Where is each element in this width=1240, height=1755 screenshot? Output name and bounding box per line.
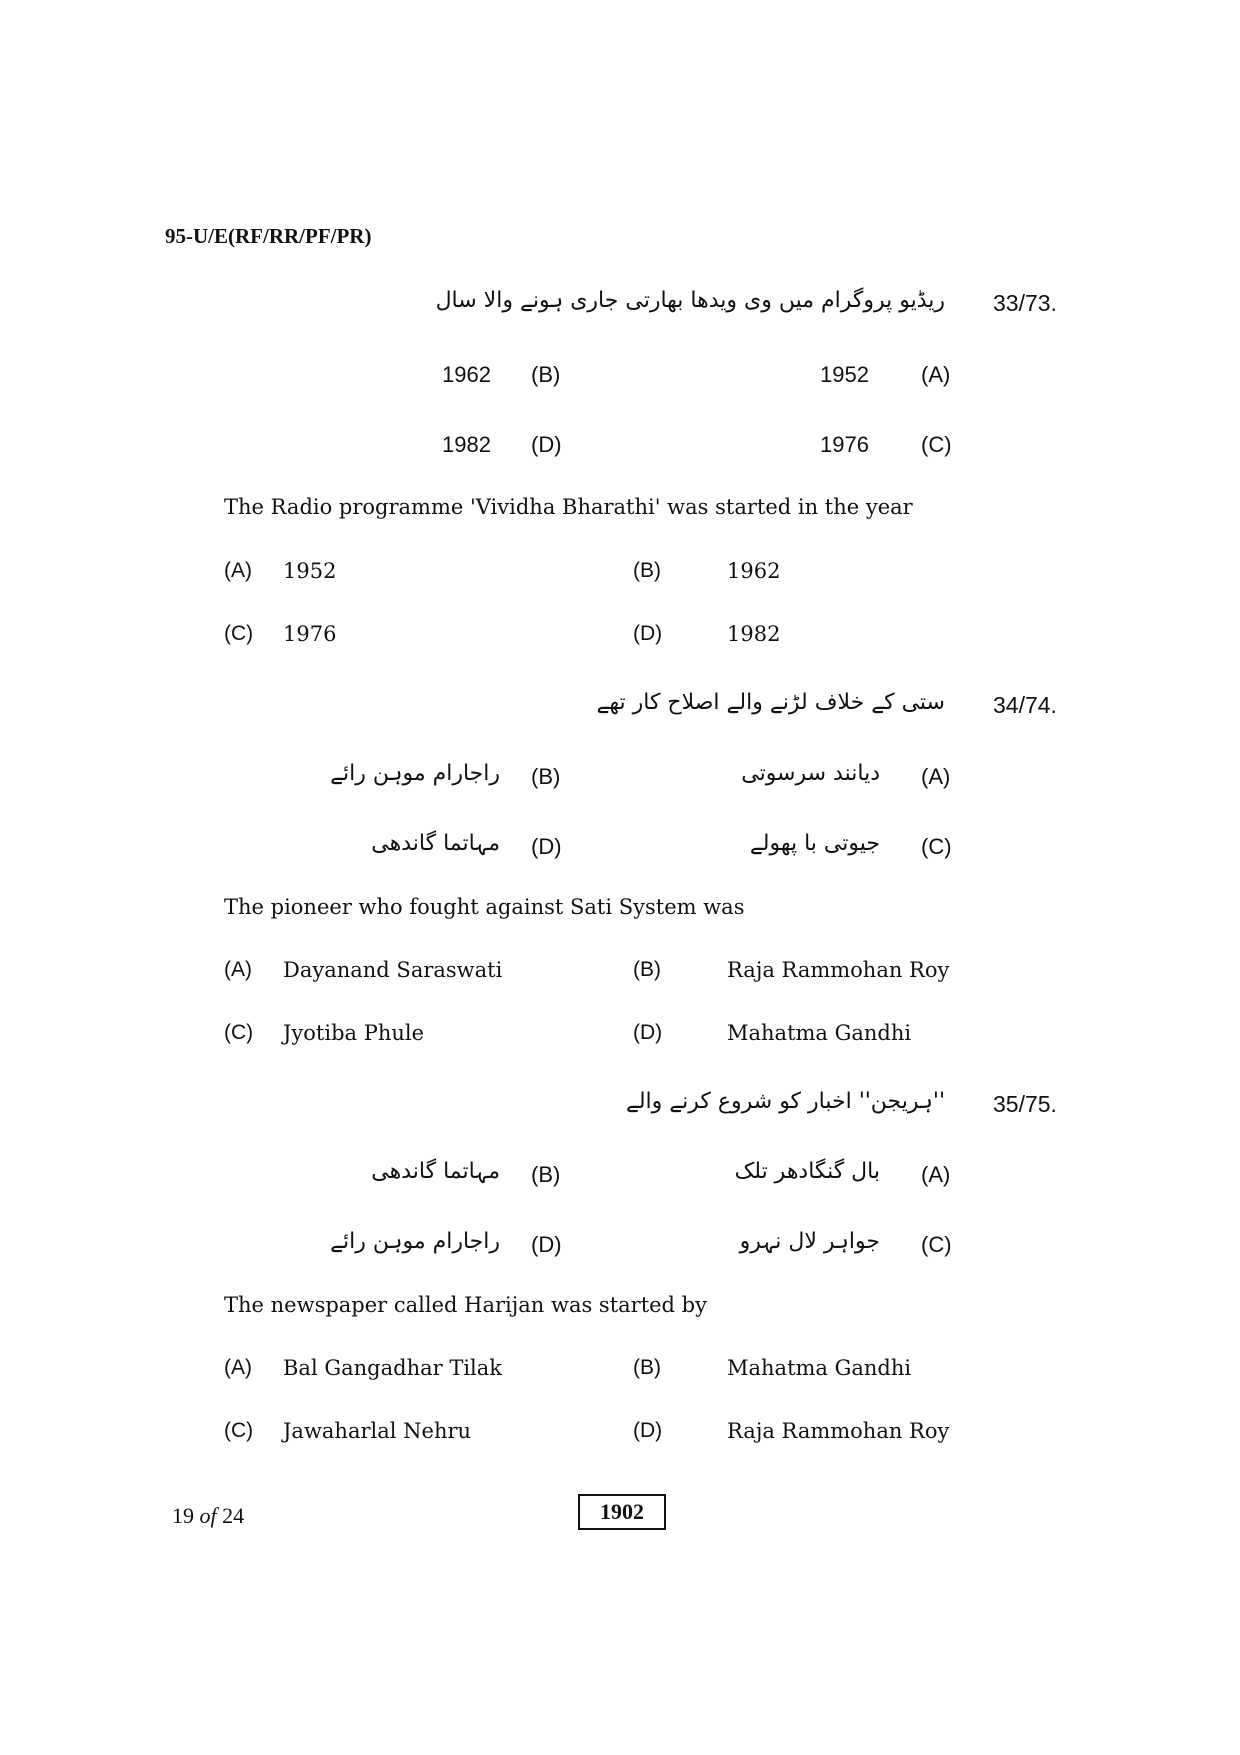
english-option-text: Bal Gangadhar Tilak	[283, 1356, 503, 1380]
english-option-text: Mahatma Gandhi	[727, 1021, 912, 1045]
page-current: 19	[172, 1503, 194, 1528]
page-total: 24	[222, 1503, 245, 1528]
english-question-text: The newspaper called Harijan was started by	[224, 1293, 707, 1317]
urdu-option-text: بال گنگادھر تلک	[734, 1159, 880, 1184]
english-option-label: (D)	[633, 622, 663, 645]
english-option-text: 1962	[727, 559, 781, 583]
english-option-label: (B)	[633, 1356, 661, 1379]
page-number	[172, 1503, 244, 1529]
english-option-text: Raja Rammohan Roy	[727, 958, 950, 982]
urdu-option-text: راجارام موہن رائے	[330, 1229, 500, 1254]
english-option-text: Mahatma Gandhi	[727, 1356, 912, 1380]
urdu-option-text: دیانند سرسوتی	[741, 761, 880, 786]
english-option-label: (C)	[224, 1419, 254, 1442]
english-option-label: (A)	[224, 559, 252, 582]
urdu-option-label: (C)	[921, 1232, 952, 1257]
urdu-option-text: مہاتما گاندھی	[371, 1159, 500, 1184]
urdu-option-label: (B)	[531, 362, 561, 387]
english-option-label: (D)	[633, 1021, 663, 1044]
english-option-label: (B)	[633, 559, 661, 582]
urdu-question-text: ریڈیو پروگرام میں وی ویدھا بھارتی جاری ہونے والا سال	[435, 288, 945, 313]
english-question-text: The Radio programme 'Vividha Bharathi' was started in the year	[224, 495, 913, 519]
urdu-option-label: (A)	[921, 764, 951, 789]
english-option-text: 1982	[727, 622, 781, 646]
english-option-text: Jyotiba Phule	[283, 1021, 425, 1045]
urdu-option-label: (D)	[531, 432, 562, 457]
english-option-label: (C)	[224, 622, 254, 645]
urdu-option-label: (B)	[531, 1162, 561, 1187]
urdu-option-label: (C)	[921, 432, 952, 457]
urdu-question-text: ''ہریجن'' اخبار کو شروع کرنے والے	[625, 1089, 945, 1114]
english-option-label: (C)	[224, 1021, 254, 1044]
english-option-label: (B)	[633, 958, 661, 981]
english-option-label: (A)	[224, 1356, 252, 1379]
urdu-option-text: 1982	[442, 432, 491, 457]
question-number: 34/74.	[993, 692, 1057, 718]
urdu-option-text: جیوتی با پھولے	[749, 831, 880, 856]
english-question-text: The pioneer who fought against Sati System was	[224, 895, 745, 919]
urdu-option-text: 1952	[820, 362, 869, 387]
urdu-question-text: ستی کے خلاف لڑنے والے اصلاح کار تھے	[596, 690, 945, 715]
english-option-text: Raja Rammohan Roy	[727, 1419, 950, 1443]
english-option-text: Jawaharlal Nehru	[283, 1419, 472, 1443]
urdu-option-label: (D)	[531, 834, 562, 859]
urdu-option-text: راجارام موہن رائے	[330, 761, 500, 786]
urdu-option-text: جواہر لال نہرو	[739, 1229, 880, 1254]
urdu-option-text: 1962	[442, 362, 491, 387]
paper-code: 95-U/E(RF/RR/PF/PR)	[165, 224, 372, 248]
page-of: of	[199, 1503, 217, 1528]
urdu-option-text: مہاتما گاندھی	[371, 831, 500, 856]
urdu-option-label: (B)	[531, 764, 561, 789]
question-number: 35/75.	[993, 1091, 1057, 1117]
urdu-option-label: (D)	[531, 1232, 562, 1257]
english-option-label: (D)	[633, 1419, 663, 1442]
question-number: 33/73.	[993, 290, 1057, 316]
urdu-option-label: (C)	[921, 834, 952, 859]
urdu-option-label: (A)	[921, 362, 951, 387]
english-option-text: 1976	[283, 622, 337, 646]
english-option-label: (A)	[224, 958, 252, 981]
urdu-option-text: 1976	[820, 432, 869, 457]
english-option-text: 1952	[283, 559, 337, 583]
urdu-option-label: (A)	[921, 1162, 951, 1187]
english-option-text: Dayanand Saraswati	[283, 958, 503, 982]
booklet-code: 1902	[578, 1494, 666, 1530]
